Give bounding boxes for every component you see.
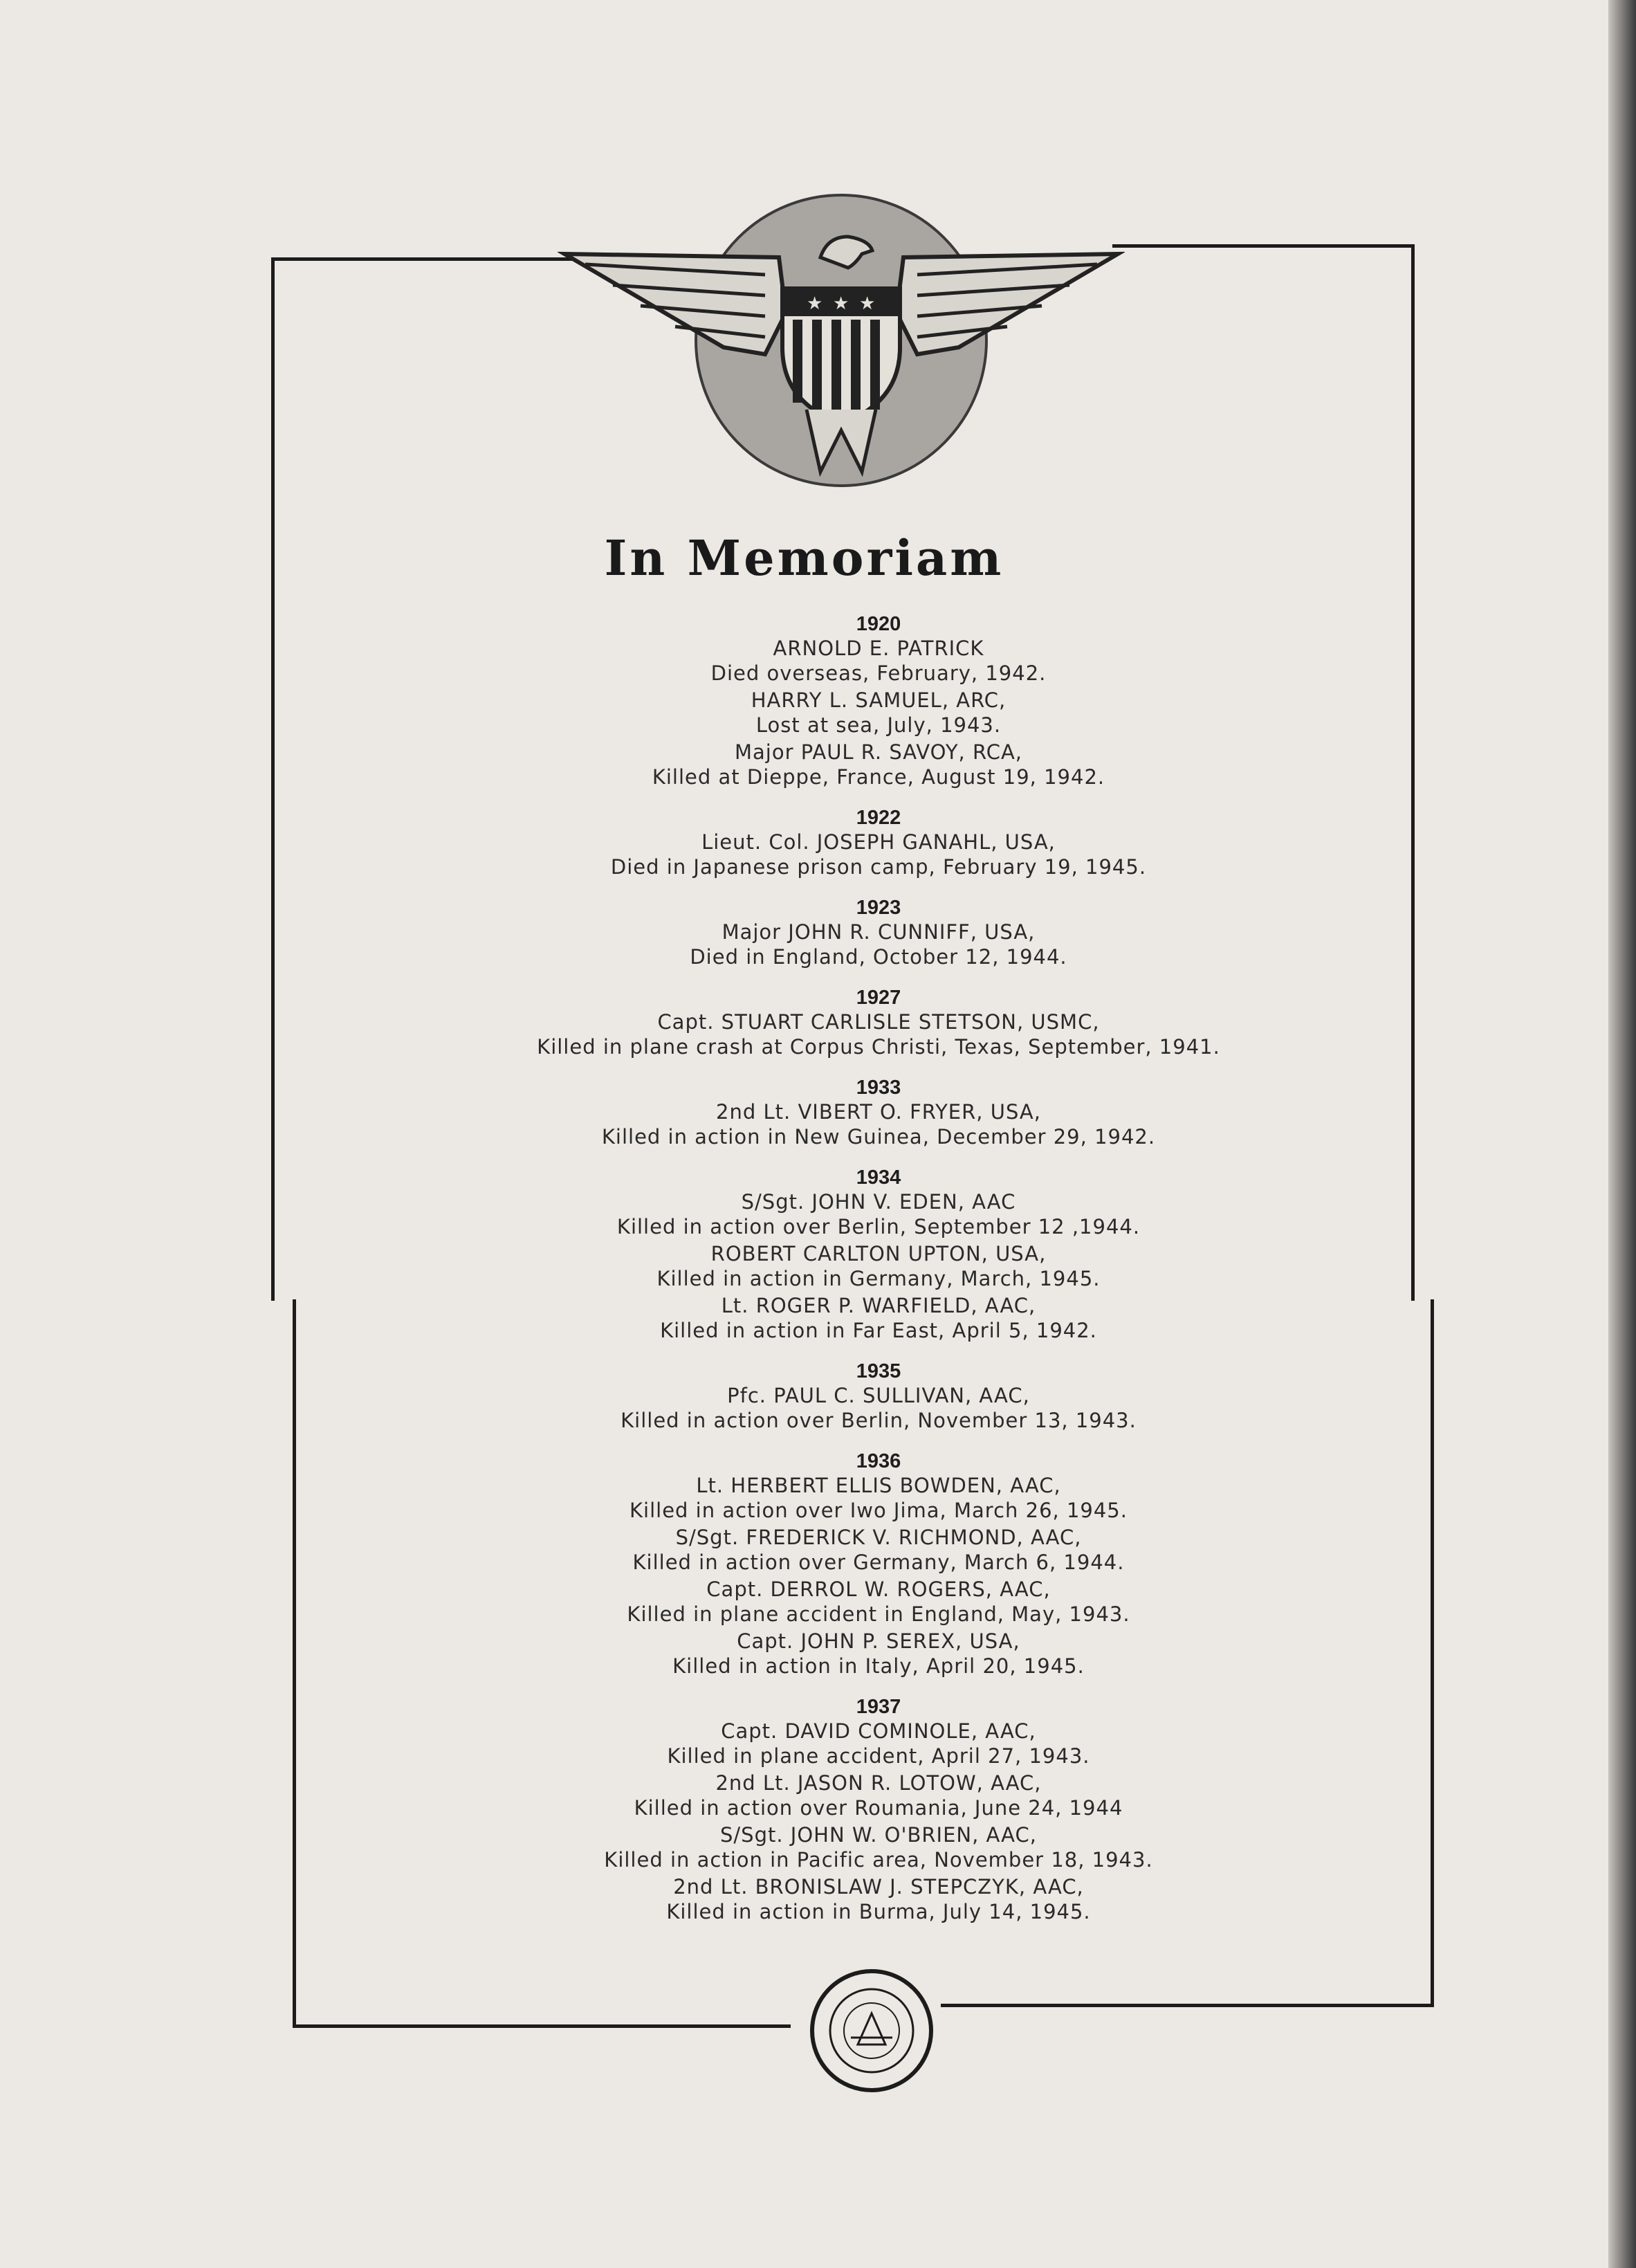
year-group — [311, 896, 1446, 969]
svg-text:★: ★ — [807, 293, 823, 314]
memorial-note: Killed in action in New Guinea, December 29, 1942. — [601, 1125, 1156, 1149]
memorial-name: 2nd Lt. BRONISLAW J. STEPCZYK, AAC, — [673, 1875, 1084, 1899]
memorial-name: S/Sgt. JOHN V. EDEN, AAC — [741, 1190, 1016, 1214]
year-group — [311, 1449, 1446, 1679]
memorial-name: Major PAUL R. SAVOY, RCA, — [734, 740, 1023, 764]
year-group — [311, 806, 1446, 879]
page-edge — [1608, 0, 1636, 2268]
memorial-note: Killed in action in Pacific area, November 18, 1943. — [604, 1848, 1153, 1872]
year-group — [311, 612, 1446, 789]
memorial-note: Killed in plane accident in England, May, 1943. — [627, 1602, 1130, 1626]
memorial-name: Major JOHN R. CUNNIFF, USA, — [722, 920, 1036, 944]
memorial-note: Died overseas, February, 1942. — [710, 661, 1047, 685]
memorial-note: Killed in action over Germany, March 6, 1944. — [632, 1551, 1125, 1574]
class-year: 1936 — [856, 1450, 901, 1472]
frame-top-left — [271, 257, 573, 261]
class-year: 1935 — [856, 1360, 901, 1382]
williston-academy-seal-icon — [809, 1968, 934, 2093]
memorial-name: ROBERT CARLTON UPTON, USA, — [710, 1242, 1047, 1265]
frame-bottom-left — [293, 2024, 791, 2028]
frame-top-right — [1112, 244, 1414, 248]
frame-left — [271, 257, 275, 1301]
year-group — [311, 1695, 1446, 1924]
memorial-name: Lt. HERBERT ELLIS BOWDEN, AAC, — [696, 1474, 1061, 1497]
memorial-note: Died in Japanese prison camp, February 19, 1945. — [610, 855, 1147, 879]
memorial-name: Capt. DERROL W. ROGERS, AAC, — [706, 1577, 1051, 1601]
memorial-note: Killed in action in Burma, July 14, 1945. — [666, 1900, 1091, 1923]
class-year: 1937 — [856, 1696, 901, 1718]
year-group — [311, 1166, 1446, 1343]
memorial-note: Killed at Dieppe, France, August 19, 1942. — [652, 765, 1105, 789]
memorial-note: Killed in plane accident, April 27, 1943. — [667, 1744, 1090, 1768]
memorial-note: Killed in action in Italy, April 20, 1945. — [672, 1654, 1085, 1678]
frame-left-lower — [293, 1299, 296, 2027]
class-year: 1920 — [856, 613, 901, 635]
memorial-name: S/Sgt. JOHN W. O'BRIEN, AAC, — [720, 1823, 1037, 1847]
memorial-name: Lt. ROGER P. WARFIELD, AAC, — [721, 1294, 1036, 1317]
memorial-note: Killed in action over Iwo Jima, March 26, 1945. — [629, 1499, 1128, 1522]
memorial-note: Died in England, October 12, 1944. — [690, 945, 1067, 969]
memorial-note: Killed in action in Germany, March, 1945. — [656, 1267, 1101, 1290]
memorial-name: S/Sgt. FREDERICK V. RICHMOND, AAC, — [675, 1526, 1082, 1549]
memorial-note: Killed in action in Far East, April 5, 1942. — [660, 1319, 1097, 1342]
svg-text:★: ★ — [859, 293, 876, 314]
memorial-name: Capt. JOHN P. SEREX, USA, — [737, 1629, 1020, 1653]
page-title: In Memoriam — [604, 529, 1004, 587]
class-year: 1933 — [856, 1077, 901, 1099]
frame-bottom-right — [941, 2004, 1434, 2007]
memorial-name: Capt. STUART CARLISLE STETSON, USMC, — [657, 1010, 1100, 1034]
memorial-list — [311, 612, 1446, 1941]
memorial-note: Killed in action over Berlin, September 12 ,1944. — [616, 1215, 1141, 1238]
memorial-name: 2nd Lt. JASON R. LOTOW, AAC, — [715, 1771, 1042, 1795]
memorial-name: HARRY L. SAMUEL, ARC, — [751, 688, 1007, 712]
memorial-name: Capt. DAVID COMINOLE, AAC, — [721, 1719, 1036, 1743]
memorial-note: Killed in plane crash at Corpus Christi, Texas, September, 1941. — [537, 1035, 1220, 1059]
year-group — [311, 986, 1446, 1059]
class-year: 1922 — [856, 807, 901, 829]
memorial-note: Killed in action over Berlin, November 13, 1943. — [621, 1409, 1137, 1432]
year-group — [311, 1360, 1446, 1433]
eagle-shield-emblem-icon — [558, 181, 1125, 500]
year-group — [311, 1076, 1446, 1149]
memorial-name: Pfc. PAUL C. SULLIVAN, AAC, — [727, 1384, 1030, 1407]
memorial-name: Lieut. Col. JOSEPH GANAHL, USA, — [701, 830, 1056, 854]
svg-text:★: ★ — [833, 293, 849, 314]
memorial-name: 2nd Lt. VIBERT O. FRYER, USA, — [716, 1100, 1041, 1124]
memorial-note: Lost at sea, July, 1943. — [755, 713, 1002, 737]
memorial-name: ARNOLD E. PATRICK — [773, 637, 984, 660]
memorial-note: Killed in action over Roumania, June 24, 1944 — [634, 1796, 1123, 1820]
class-year: 1923 — [856, 897, 901, 919]
class-year: 1934 — [856, 1167, 901, 1189]
class-year: 1927 — [856, 987, 901, 1009]
